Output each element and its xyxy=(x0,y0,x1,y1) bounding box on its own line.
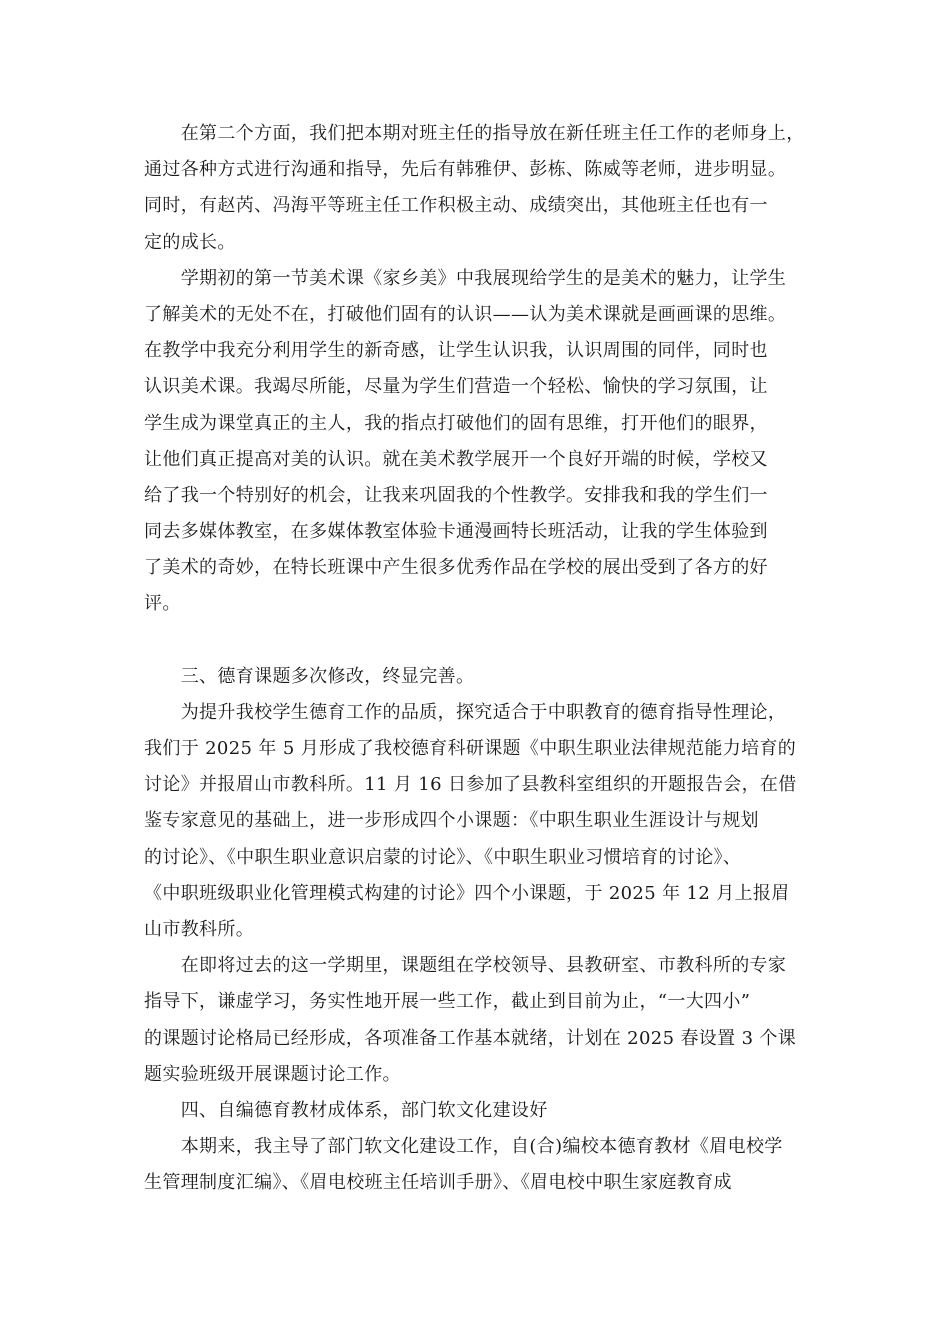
text-line: 山市教科所。 xyxy=(144,918,255,940)
text-line: 的课题讨论格局已经形成，各项准备工作基本就绪，计划在 2025 春设置 3 个课 xyxy=(144,1027,797,1049)
text-line: 鉴专家意见的基础上，进一步形成四个小课题：《中职生职业生涯设计与规划 xyxy=(144,810,759,832)
text-line: 了解美术的无处不在，打破他们固有的认识——认为美术课就是画画课的思维。 xyxy=(144,303,787,325)
paragraph-semester-progress xyxy=(144,948,816,1093)
section-heading-4: 四、自编德育教材成体系，部门软文化建设好 xyxy=(144,1099,548,1121)
paragraph-textbooks xyxy=(144,1129,816,1201)
text-line: 让他们真正提高对美的认识。就在美术教学展开一个良好开端的时候，学校又 xyxy=(144,448,768,470)
text-line: 的讨论》、《中职生职业意识启蒙的讨论》、《中职生职业习惯培育的讨论》、 xyxy=(144,846,742,868)
text-line: 在即将过去的这一学期里，课题组在学校领导、县教研室、市教科所的专家 xyxy=(144,955,787,977)
paragraph-research-topic xyxy=(144,695,816,948)
text-line: 给了我一个特别好的机会，让我来巩固我的个性教学。安排我和我的学生们一 xyxy=(144,484,768,506)
text-line: 学生成为课堂真正的主人，我的指点打破他们的固有思维，打开他们的眼界， xyxy=(144,412,768,434)
document-page xyxy=(144,116,816,1201)
paragraph-class-teacher-guidance xyxy=(144,116,816,261)
text-line: 评。 xyxy=(144,593,181,615)
text-line: 定的成长。 xyxy=(144,231,236,253)
text-line: 学期初的第一节美术课《家乡美》中我展现给学生的是美术的魅力，让学生 xyxy=(144,267,787,289)
text-line: 通过各种方式进行沟通和指导，先后有韩雅伊、彭栋、陈威等老师，进步明显。 xyxy=(144,159,787,181)
text-line: 为提升我校学生德育工作的品质，探究适合于中职教育的德育指导性理论， xyxy=(144,701,787,723)
text-line: 认识美术课。我竭尽所能，尽量为学生们营造一个轻松、愉快的学习氛围，让 xyxy=(144,376,768,398)
text-line: 在教学中我充分利用学生的新奇感，让学生认识我，认识周围的同伴，同时也 xyxy=(144,340,768,362)
text-line: 我们于 2025 年 5 月形成了我校德育科研课题《中职生职业法律规范能力培育的 xyxy=(144,738,797,759)
text-line: 指导下，谦虚学习，务实性地开展一些工作，截止到目前为止，“一大四小” xyxy=(144,991,751,1013)
text-line: 生管理制度汇编》、《眉电校班主任培训手册》、《眉电校中职生家庭教育成 xyxy=(144,1172,732,1194)
text-line: 本期来，我主导了部门软文化建设工作，自(合)编校本德育教材《眉电校学 xyxy=(144,1136,783,1158)
text-line: 《中职班级职业化管理模式构建的讨论》四个小课题，于 2025 年 12 月上报眉 xyxy=(144,882,790,904)
section-heading-3: 三、德育课题多次修改，终显完善。 xyxy=(144,665,475,687)
text-line: 题实验班级开展课题讨论工作。 xyxy=(144,1063,401,1085)
text-line: 了美术的奇妙，在特长班课中产生很多优秀作品在学校的展出受到了各方的好 xyxy=(144,557,768,579)
paragraph-spacer xyxy=(144,623,816,659)
text-line: 同时，有赵芮、冯海平等班主任工作积极主动、成绩突出，其他班主任也有一 xyxy=(144,195,768,217)
text-line: 讨论》并报眉山市教科所。11 月 16 日参加了县教科室组织的开题报告会，在借 xyxy=(144,774,797,796)
text-line: 同去多媒体教室，在多媒体教室体验卡通漫画特长班活动，让我的学生体验到 xyxy=(144,521,768,543)
text-line: 在第二个方面，我们把本期对班主任的指导放在新任班主任工作的老师身上， xyxy=(144,123,805,144)
paragraph-art-class xyxy=(144,261,816,623)
